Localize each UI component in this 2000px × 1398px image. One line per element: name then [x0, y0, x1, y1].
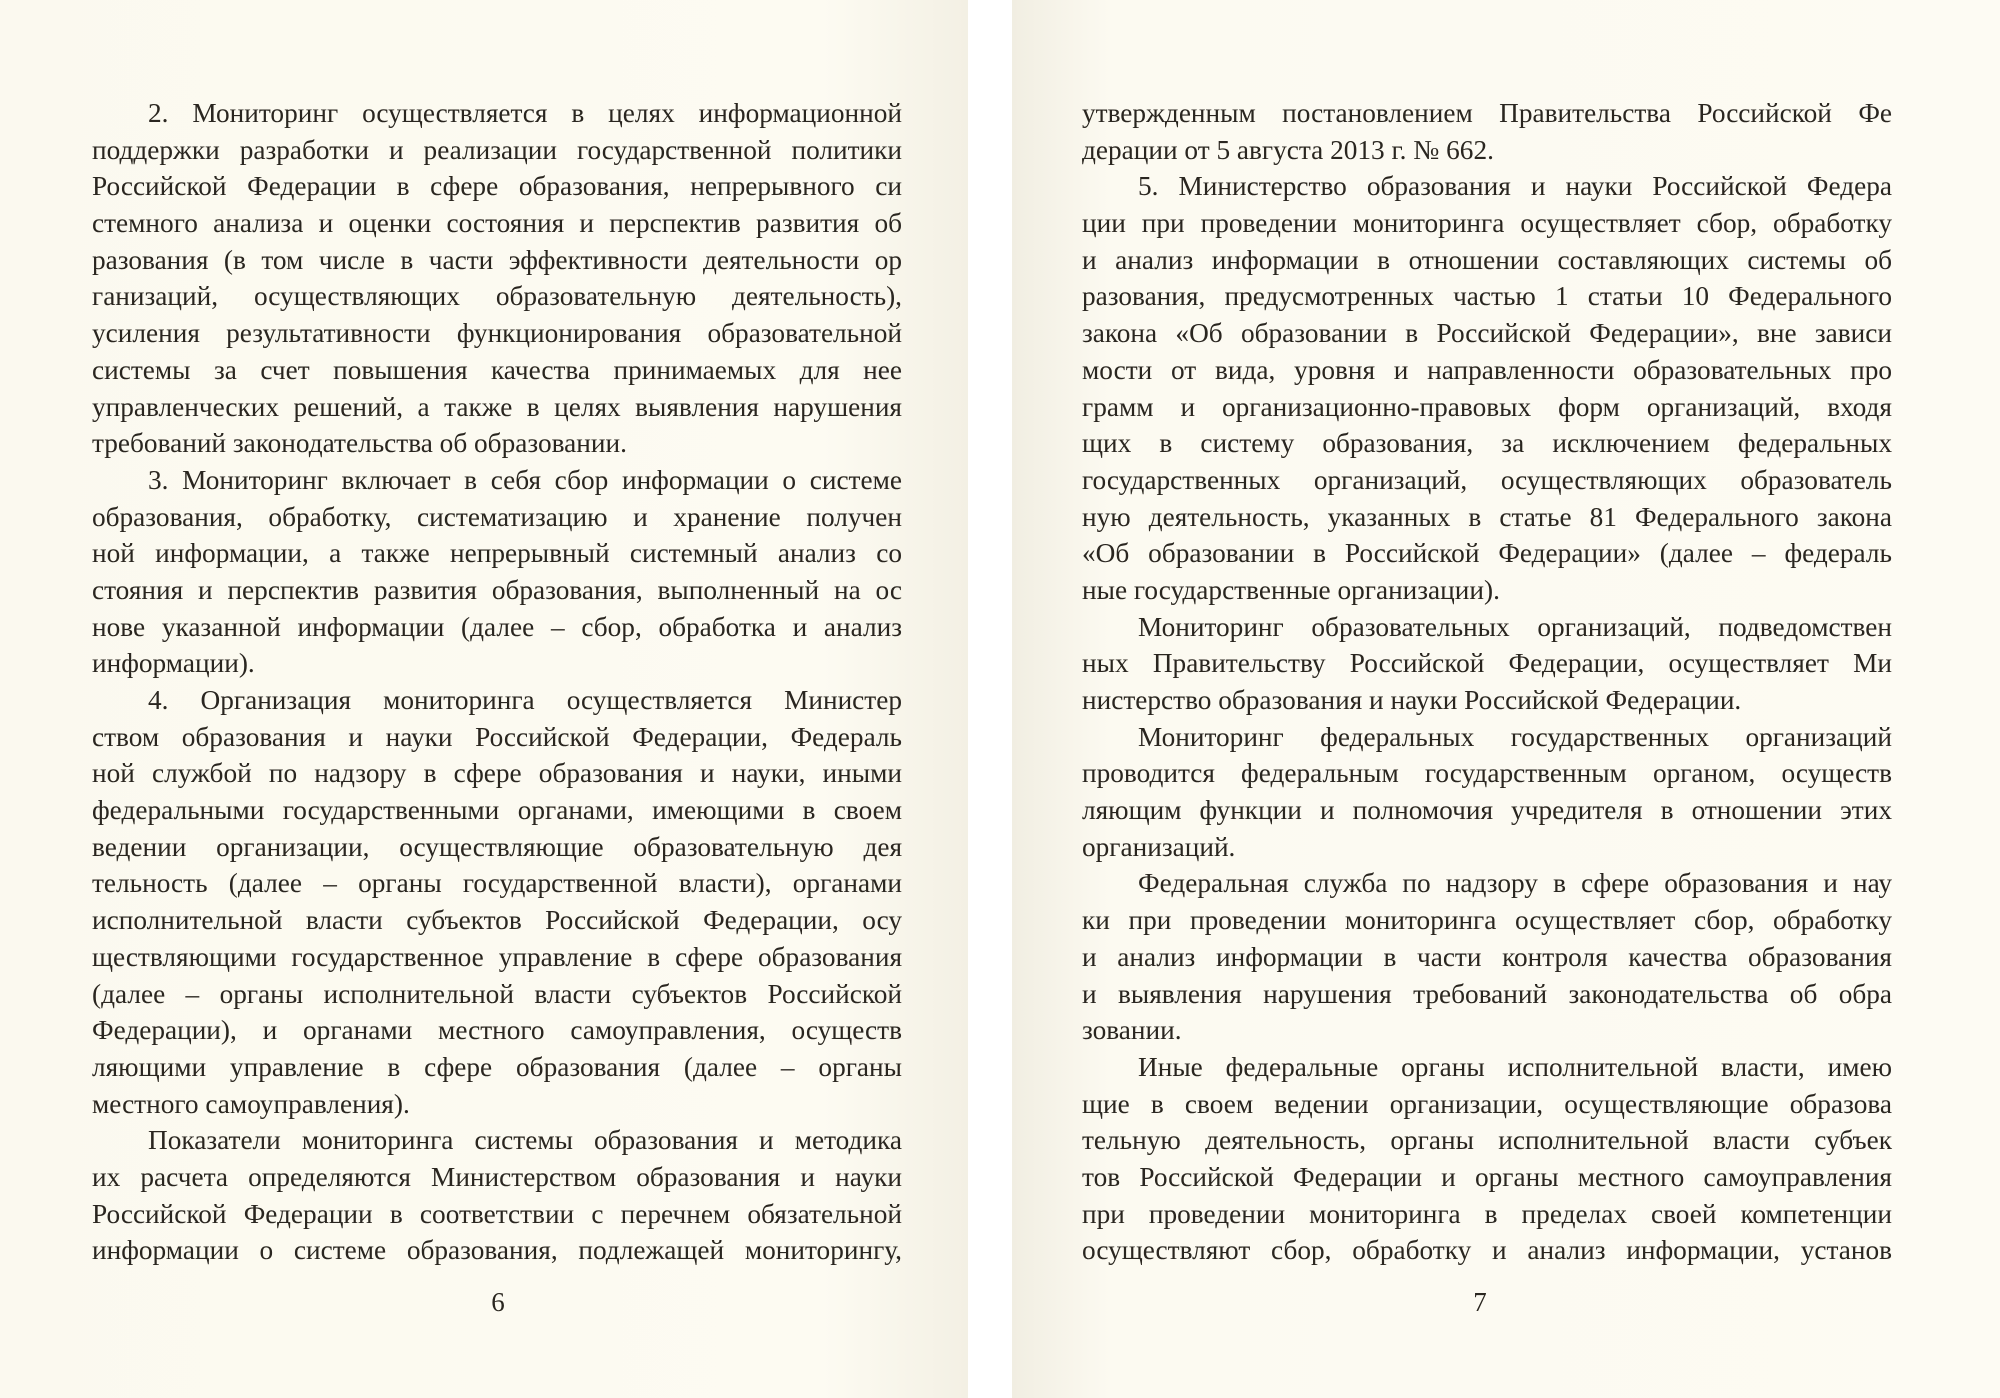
text-line: федеральными государственными органами, имеющими в своем [92, 795, 902, 826]
text-line: щих в систему образования, за исключением федеральных [1082, 428, 1892, 459]
left-page-text [92, 95, 902, 1269]
text-line: зовании. [1082, 1015, 1182, 1046]
text-line: местного самоуправления). [92, 1088, 410, 1119]
text-line: системы за счет повышения качества принимаемых для нее [92, 354, 902, 385]
left-page [0, 0, 968, 1398]
text-line: «Об образовании в Российской Федерации» (далее – федераль [1082, 538, 1892, 569]
text-line: их расчета определяются Министерством образования и науки [92, 1161, 902, 1192]
text-line: дерации от 5 августа 2013 г. № 662. [1082, 134, 1494, 165]
text-line: ляющими управление в сфере образования (далее – органы [92, 1051, 902, 1082]
text-line: управленческих решений, а также в целях выявления нарушения [92, 391, 902, 422]
text-line: ной информации, а также непрерывный системный анализ со [92, 538, 902, 569]
text-line: тельную деятельность, органы исполнительной власти субъек [1082, 1125, 1892, 1156]
text-line: поддержки разработки и реализации государственной политики [92, 134, 902, 165]
text-line: разования (в том числе в части эффективности деятельности ор [92, 244, 902, 275]
text-line: закона «Об образовании в Российской Федерации», вне зависи [1082, 318, 1892, 349]
text-line: при проведении мониторинга в пределах своей компетенции [1082, 1198, 1892, 1229]
text-line: тельность (далее – органы государственной власти), органами [92, 868, 902, 899]
text-line: и выявления нарушения требований законодательства об обра [1082, 978, 1892, 1009]
text-line: и анализ информации в отношении составляющих системы об [1082, 244, 1892, 275]
text-line: осуществляют сбор, обработку и анализ информации, установ [1082, 1235, 1892, 1266]
text-line: ганизаций, осуществляющих образовательную деятельность), [92, 281, 902, 312]
text-line: (далее – органы исполнительной власти субъектов Российской [92, 978, 902, 1009]
text-line: нистерство образования и науки Российской Федерации. [1082, 685, 1742, 715]
left-page-number: 6 [491, 1287, 505, 1317]
text-line: образования, обработку, систематизацию и хранение получен [92, 501, 902, 532]
text-line: 3. Мониторинг включает в себя сбор информации о системе [148, 464, 902, 495]
text-line: исполнительной власти субъектов Российской Федерации, осу [92, 905, 902, 936]
text-line: требований законодательства об образовании. [92, 428, 627, 459]
text-line: Мониторинг федеральных государственных организаций [1138, 721, 1892, 752]
text-line: Федеральная служба по надзору в сфере образования и нау [1138, 868, 1892, 899]
text-line: ки при проведении мониторинга осуществляет сбор, обработку [1082, 905, 1892, 936]
right-page [1012, 0, 2000, 1398]
text-line: проводится федеральным государственным органом, осуществ [1082, 758, 1892, 789]
text-line: государственных организаций, осуществляющих образователь [1082, 464, 1892, 495]
text-line: ством образования и науки Российской Федерации, Федераль [92, 721, 902, 752]
text-line: 4. Организация мониторинга осуществляется Министер [148, 685, 902, 715]
text-line: стемного анализа и оценки состояния и перспектив развития об [92, 208, 902, 239]
text-line: утвержденным постановлением Правительства Российской Фе [1082, 98, 1892, 128]
text-line: ную деятельность, указанных в статье 81 Федерального закона [1082, 501, 1892, 532]
text-line: щие в своем ведении организации, осуществляющие образова [1082, 1088, 1892, 1119]
text-line: ведении организации, осуществляющие образовательную дея [92, 831, 902, 862]
text-line: Мониторинг образовательных организаций, подведомствен [1138, 611, 1892, 642]
text-line: разования, предусмотренных частью 1 статьи 10 Федерального [1082, 281, 1892, 312]
right-page-number: 7 [1473, 1287, 1487, 1317]
text-line: грамм и организационно-правовых форм организаций, входя [1082, 391, 1892, 422]
text-line: и анализ информации в части контроля качества образования [1082, 941, 1892, 972]
text-line: 2. Мониторинг осуществляется в целях информационной [148, 98, 902, 128]
book-gutter [968, 0, 1012, 1398]
text-line: информации). [92, 648, 255, 679]
text-line: ляющим функции и полномочия учредителя в отношении этих [1082, 795, 1892, 826]
text-line: стояния и перспектив развития образования, выполненный на ос [92, 574, 902, 605]
text-line: Российской Федерации в соответствии с перечнем обязательной [92, 1198, 902, 1229]
text-line: ции при проведении мониторинга осуществляет сбор, обработку [1082, 208, 1892, 239]
text-line: мости от вида, уровня и направленности образовательных про [1082, 354, 1892, 385]
text-line: организаций. [1082, 831, 1236, 862]
text-line: ные государственные организации). [1082, 574, 1500, 605]
text-line: информации о системе образования, подлежащей мониторингу, [92, 1235, 902, 1266]
text-line: 5. Министерство образования и науки Российской Федера [1138, 171, 1892, 202]
text-line: тов Российской Федерации и органы местного самоуправления [1082, 1161, 1892, 1192]
text-line: Показатели мониторинга системы образования и методика [148, 1125, 902, 1156]
text-line: ной службой по надзору в сфере образования и науки, иными [92, 758, 902, 789]
text-line: усиления результативности функционирования образовательной [92, 318, 902, 349]
text-line: ных Правительству Российской Федерации, осуществляет Ми [1082, 648, 1892, 679]
text-line: Иные федеральные органы исполнительной власти, имею [1138, 1051, 1892, 1082]
right-page-text [1082, 95, 1892, 1269]
text-line: нове указанной информации (далее – сбор, обработка и анализ [92, 611, 902, 642]
text-line: ществляющими государственное управление в сфере образования [92, 941, 902, 972]
text-line: Российской Федерации в сфере образования, непрерывного си [92, 171, 902, 202]
text-line: Федерации), и органами местного самоуправления, осуществ [92, 1015, 902, 1046]
